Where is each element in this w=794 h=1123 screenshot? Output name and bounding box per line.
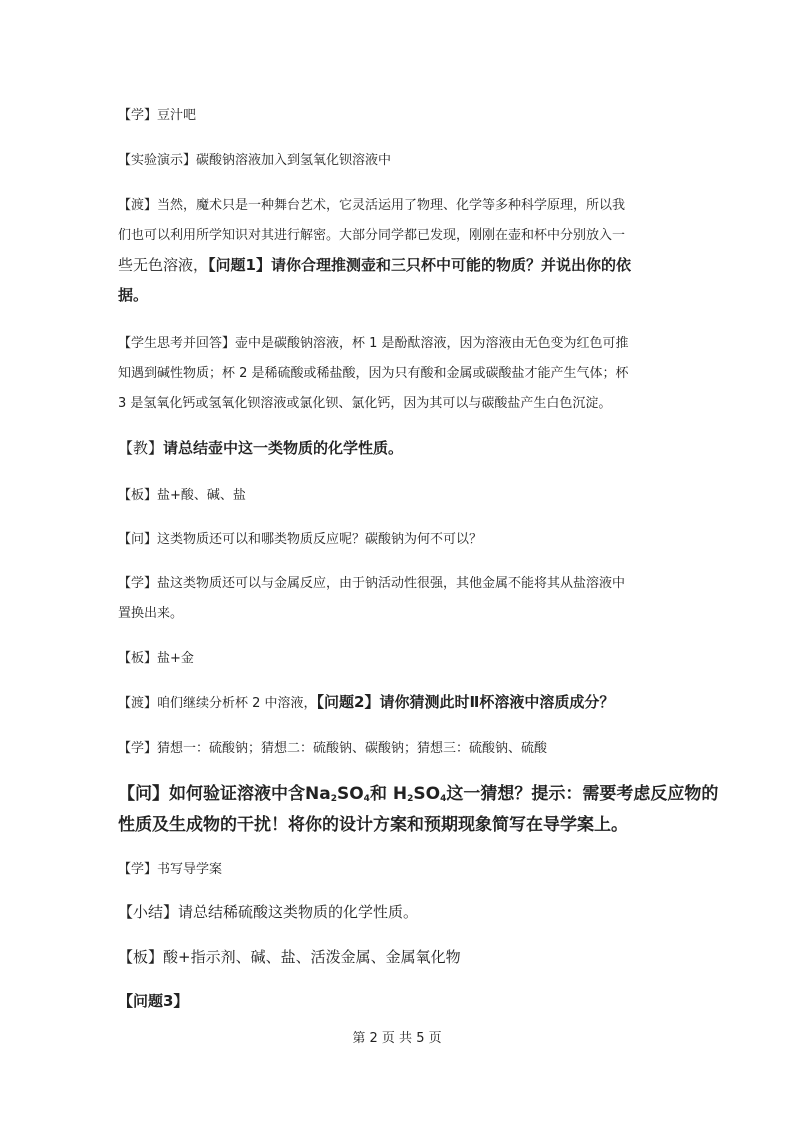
text-line: 【学】盐这类物质还可以与金属反应，由于钠活动性很强，其他金属不能将其从盐溶液中	[118, 576, 626, 591]
text-segment: 【渡】咱们继续分析杯 2 中溶液，	[118, 696, 317, 711]
text-line: 置换出来。	[118, 606, 184, 621]
tag: 【教】	[118, 439, 164, 457]
para-transition-cup2	[118, 691, 678, 712]
text-line: 们也可以利用所学知识对其进行解密。大部分同学都已发现，刚刚在壶和杯中分别放入一	[118, 228, 626, 243]
subscript: 2	[407, 794, 414, 804]
para-teacher-summary	[118, 437, 678, 458]
text-segment: 和 H	[369, 784, 408, 804]
text-segment: 请总结壶中这一类物质的化学性质。	[163, 439, 404, 457]
para-question-salt: 【问】这类物质还可以和哪类物质反应呢？碳酸钠为何不可以？	[118, 532, 483, 547]
text-line: 据。	[118, 286, 149, 304]
subscript: 2	[330, 794, 337, 804]
text-line: 知遇到碱性物质；杯 2 是稀硫酸或稀盐酸，因为只有酸和金属或碳酸盐才能产生气体；杯	[118, 366, 629, 381]
para-summary-acid: 【小结】请总结稀硫酸这类物质的化学性质。	[118, 903, 419, 921]
question-1: 【问题1】请你合理推测壶和三只杯中可能的物质？并说出你的依	[208, 256, 631, 274]
question-2: 【问题2】请你猜测此时Ⅱ杯溶液中溶质成分？	[316, 693, 615, 711]
text-segment: 些无色溶液，	[118, 256, 209, 274]
para-board-salt: 【板】盐+酸、碱、盐	[118, 488, 246, 503]
subscript: 4	[363, 794, 370, 804]
text-segment: SO	[336, 784, 364, 804]
para-student-guesses: 【学】猜想一：硫酸钠；猜想二：硫酸钠、碳酸钠；猜想三：硫酸钠、硫酸	[118, 741, 548, 756]
subscript: 4	[440, 794, 447, 804]
para-student-write: 【学】书写导学案	[118, 862, 223, 877]
text-segment: 【问】如何验证溶液中含Na	[118, 784, 331, 804]
text-line	[118, 779, 719, 804]
text-line: 【学生思考并回答】壶中是碳酸钠溶液，杯 1 是酚酞溶液，因为溶液由无色变为红色可推	[118, 336, 629, 351]
para-board-acid: 【板】酸+指示剂、碱、盐、活泼金属、金属氧化物	[118, 948, 461, 966]
text-line: 【渡】当然，魔术只是一种舞台艺术，它灵活运用了物理、化学等多种科学原理，所以我	[118, 198, 626, 213]
page-footer: 第 2 页 共 5 页	[352, 1031, 442, 1046]
para-experiment-demo: 【实验演示】碳酸钠溶液加入到氢氧化钡溶液中	[118, 153, 392, 168]
para-board-metal: 【板】盐+金	[118, 651, 194, 666]
para-student-douzhi: 【学】豆汁吧	[118, 108, 197, 123]
text-line: 3 是氢氧化钙或氢氧化钡溶液或氯化钡、氯化钙，因为其可以与碳酸盐产生白色沉淀。	[118, 396, 612, 411]
para-question-3: 【问题3】	[118, 992, 189, 1010]
text-segment: 这一猜想？提示：需要考虑反应物的	[446, 784, 719, 804]
text-segment: SO	[413, 784, 441, 804]
text-line: 性质及生成物的干扰！将你的设计方案和预期现象简写在导学案上。	[118, 815, 628, 835]
text-line	[118, 254, 678, 275]
